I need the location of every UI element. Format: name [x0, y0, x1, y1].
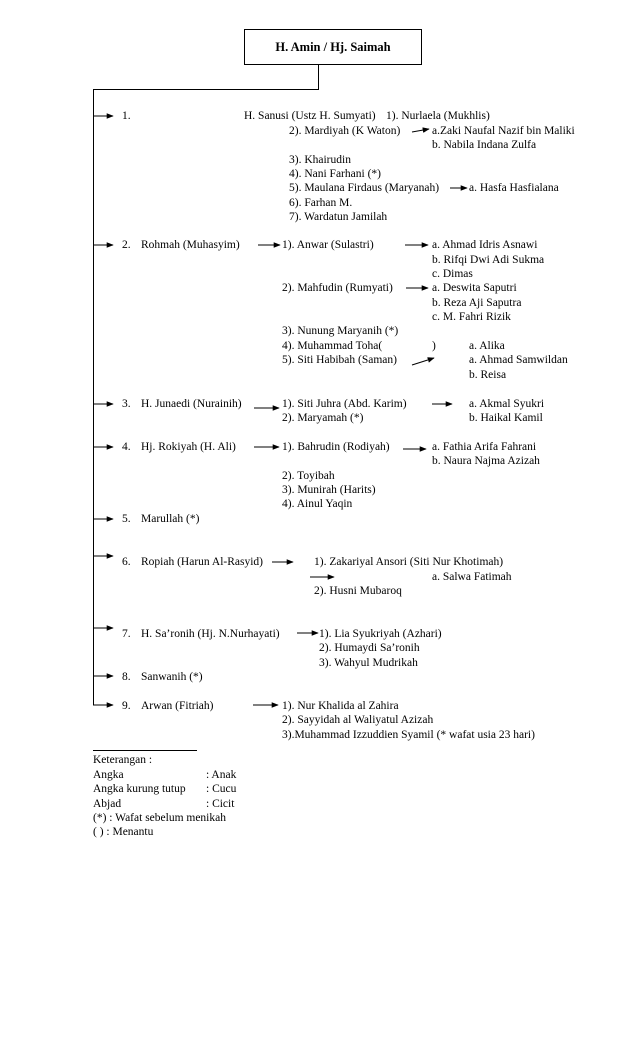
root-to-trunk-connector [93, 89, 319, 90]
great-grandchild-name: a. Alika [469, 340, 505, 352]
grandchild-name: 1). Nur Khalida al Zahira [282, 700, 399, 712]
grandchild-name: 3). Munirah (Harits) [282, 484, 376, 496]
legend-term: Angka [93, 769, 124, 781]
child-name: Arwan (Fitriah) [141, 700, 214, 712]
grandchild-spouse-placeholder: ) [432, 340, 436, 352]
grandchild-name: 1). Lia Syukriyah (Azhari) [319, 628, 442, 640]
great-grandchild-name: a. Akmal Syukri [469, 398, 545, 410]
grandchild-name: 4). Ainul Yaqin [282, 498, 353, 510]
great-grandchild-name: b. Reza Aji Saputra [432, 297, 522, 309]
legend-note: (*) : Wafat sebelum menikah [93, 812, 226, 824]
grandchild-name: 2). Mahfudin (Rumyati) [282, 282, 393, 294]
grandchild-name: 2). Mardiyah (K Waton) [289, 125, 401, 137]
great-grandchild-name: c. Dimas [432, 268, 473, 280]
grandchild-name: 1). Bahrudin (Rodiyah) [282, 441, 390, 453]
legend-title: Keterangan : [93, 754, 153, 766]
child-name: H. Sanusi (Ustz H. Sumyati) [244, 110, 376, 122]
grandchild-name: 1). Siti Juhra (Abd. Karim) [282, 398, 407, 410]
child-name: H. Junaedi (Nurainih) [141, 398, 242, 410]
child-number: 6. [122, 556, 131, 568]
grandchild-name: 3). Khairudin [289, 154, 351, 166]
child-name: Ropiah (Harun Al-Rasyid) [141, 556, 264, 568]
great-grandchild-name: a. Ahmad Idris Asnawi [432, 239, 538, 251]
grandchild-arrow [412, 129, 429, 132]
great-grandchild-name: a.Zaki Naufal Nazif bin Maliki [432, 125, 575, 137]
great-grandchild-name: b. Rifqi Dwi Adi Sukma [432, 254, 545, 266]
child-number: 3. [122, 398, 131, 410]
grandchild-name: 1). Anwar (Sulastri) [282, 239, 374, 251]
grandchild-name: 5). Maulana Firdaus (Maryanah) [289, 182, 440, 194]
child-name: Sanwanih (*) [141, 671, 203, 683]
great-grandchild-name: b. Reisa [469, 369, 507, 381]
great-grandchild-name: a. Deswita Saputri [432, 282, 517, 294]
child-name: Rohmah (Muhasyim) [141, 239, 240, 251]
great-grandchild-name: a. Ahmad Samwildan [469, 354, 568, 366]
legend-term: Angka kurung tutup [93, 783, 186, 795]
grandchild-name: 3). Wahyul Mudrikah [319, 657, 418, 669]
grandchild-name: 1). Nurlaela (Mukhlis) [386, 110, 490, 122]
grandchild-name: 4). Muhammad Toha( [282, 340, 383, 352]
child-number: 7. [122, 628, 131, 640]
legend-note: ( ) : Menantu [93, 826, 154, 838]
grandchild-arrow [412, 358, 434, 365]
main-trunk-line [93, 89, 94, 705]
great-grandchild-name: c. M. Fahri Rizik [432, 311, 511, 323]
child-number: 9. [122, 700, 131, 712]
child-number: 5. [122, 513, 131, 525]
grandchild-name: 2). Husni Mubaroq [314, 585, 402, 597]
grandchild-name: 6). Farhan M. [289, 197, 353, 209]
great-grandchild-name: b. Haikal Kamil [469, 412, 543, 424]
child-number: 2. [122, 239, 131, 251]
child-number: 4. [122, 441, 131, 453]
great-grandchild-name: a. Fathia Arifa Fahrani [432, 441, 537, 453]
grandchild-name: 5). Siti Habibah (Saman) [282, 354, 397, 366]
great-grandchild-name: a. Salwa Fatimah [432, 571, 512, 583]
legend-term: Abjad [93, 798, 122, 810]
child-name: Marullah (*) [141, 513, 200, 525]
child-name: H. Sa’ronih (Hj. N.Nurhayati) [141, 628, 280, 640]
root-connector [318, 65, 319, 89]
grandchild-name: 1). Zakariyal Ansori (Siti Nur Khotimah) [314, 556, 504, 568]
legend-meaning: : Anak [206, 769, 237, 781]
root-couple-box: H. Amin / Hj. Saimah [244, 29, 422, 65]
legend-meaning: : Cicit [206, 798, 235, 810]
grandchild-name: 2). Maryamah (*) [282, 412, 364, 424]
grandchild-name: 3).Muhammad Izzuddien Syamil (* wafat usia 23 hari) [282, 729, 535, 741]
legend-meaning: : Cucu [206, 783, 237, 795]
grandchild-name: 2). Toyibah [282, 470, 335, 482]
great-grandchild-name: b. Nabila Indana Zulfa [432, 139, 537, 151]
grandchild-name: 3). Nunung Maryanih (*) [282, 325, 399, 337]
great-grandchild-name: a. Hasfa Hasfialana [469, 182, 559, 194]
grandchild-name: 4). Nani Farhani (*) [289, 168, 381, 180]
legend-divider [93, 750, 197, 751]
great-grandchild-name: b. Naura Najma Azizah [432, 455, 540, 467]
child-number: 8. [122, 671, 131, 683]
grandchild-name: 2). Humaydi Sa’ronih [319, 642, 420, 654]
grandchild-name: 2). Sayyidah al Waliyatul Azizah [282, 714, 434, 726]
child-number: 1. [122, 110, 131, 122]
child-name: Hj. Rokiyah (H. Ali) [141, 441, 236, 453]
grandchild-name: 7). Wardatun Jamilah [289, 211, 388, 223]
